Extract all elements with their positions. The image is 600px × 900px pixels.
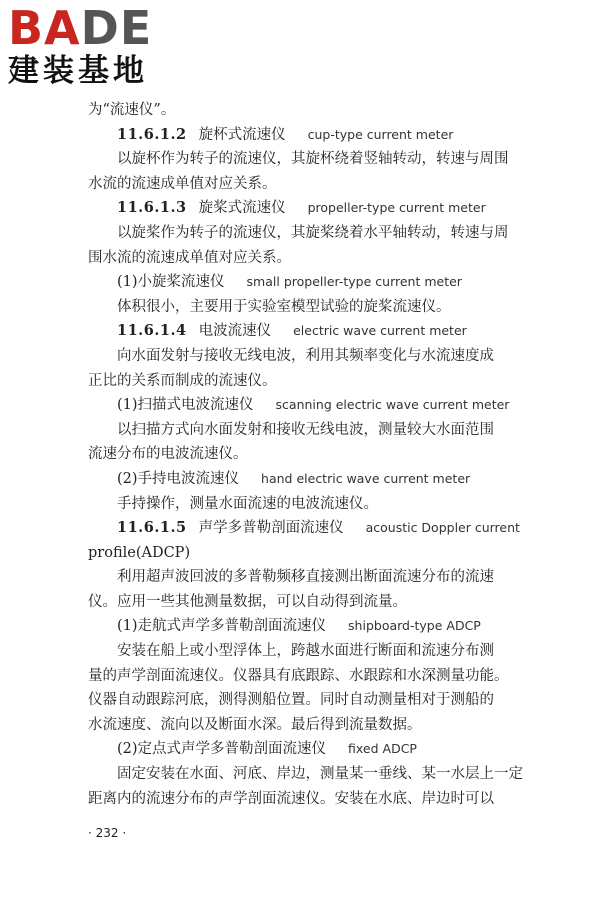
text-line: 量的声学剖面流速仪。仪器具有底跟踪、水跟踪和水深测量功能。: [88, 667, 509, 684]
term-en: propeller-type current meter: [307, 200, 486, 216]
logo-accent-letters: BA: [8, 1, 81, 55]
sub-term: [88, 467, 528, 492]
text-line: 仪。应用一些其他测量数据，可以自动得到流量。: [88, 593, 407, 610]
section-heading: [88, 319, 528, 344]
term-en: cup-type current meter: [307, 126, 454, 142]
sub-term: [88, 270, 528, 295]
term-cn: (1)走航式声学多普勒剖面流速仪: [117, 618, 327, 635]
term-cn: 电波流速仪: [198, 323, 272, 340]
term-en: shipboard-type ADCP: [348, 618, 481, 634]
text-line: 水流速度、流向以及断面水深。最后得到流量数据。: [88, 716, 422, 733]
text-line: 安装在船上或小型浮体上，跨越水面进行断面和流速分布测: [117, 643, 494, 660]
sub-term: [88, 737, 528, 762]
text-line: 以扫描方式向水面发射和接收无线电波，测量较大水面范围: [117, 421, 494, 438]
term-en: hand electric wave current meter: [261, 470, 471, 486]
text-line: 仪器自动跟踪河底，测得测船位置。同时自动测量相对于测船的: [88, 692, 494, 709]
term-en: electric wave current meter: [293, 323, 467, 339]
text-line: 以旋杯作为转子的流速仪，其旋杯绕着竖轴转动，转速与周围: [117, 151, 509, 168]
text-line: 固定安装在水面、河底、岸边，测量某一垂线、某一水层上一定: [117, 766, 523, 783]
term-cn: (1)小旋桨流速仪: [117, 274, 225, 291]
logo-subtitle: 建装基地: [8, 53, 148, 89]
term-cn: 旋桨式流速仪: [198, 200, 286, 217]
section-heading: [88, 516, 528, 541]
term-cn: (2)定点式声学多普勒剖面流速仪: [117, 741, 327, 758]
sub-term: [88, 614, 528, 639]
logo-wordmark: [8, 1, 178, 55]
page-number: · 232 ·: [88, 826, 127, 840]
term-en: small propeller-type current meter: [246, 274, 462, 290]
page-body: [88, 98, 528, 811]
text-line: 体积很小，主要用于实验室模型试验的旋桨流速仪。: [117, 298, 451, 315]
text-line: 为“流速仪”。: [88, 102, 176, 118]
text-line: 以旋桨作为转子的流速仪，其旋桨绕着水平轴转动，转速与周: [117, 224, 509, 241]
term-en: scanning electric wave current meter: [275, 397, 510, 413]
text-line: profile(ADCP): [88, 544, 191, 561]
brand-logo: [8, 1, 178, 96]
text-line: 手持操作，测量水面流速的电波流速仪。: [117, 495, 378, 512]
text-line: 水流的流速成单值对应关系。: [88, 175, 277, 192]
text-line: 距离内的流速分布的声学剖面流速仪。安装在水底、岸边时可以: [88, 790, 494, 807]
text-line: 流速分布的电波流速仪。: [88, 446, 248, 463]
sub-term: [88, 393, 528, 418]
section-number: 11.6.1.4: [117, 322, 187, 340]
text-line: 向水面发射与接收无线电波，利用其频率变化与水流速度成: [117, 347, 494, 364]
term-cn: (2)手持电波流速仪: [117, 470, 240, 487]
text-line: 正比的关系而制成的流速仪。: [88, 372, 277, 389]
section-heading: [88, 196, 528, 221]
term-cn: 旋杯式流速仪: [198, 126, 286, 143]
section-number: 11.6.1.3: [117, 199, 187, 217]
section-number: 11.6.1.2: [117, 125, 187, 143]
text-line: 利用超声波回波的多普勒频移直接测出断面流速分布的流速: [117, 569, 494, 586]
section-number: 11.6.1.5: [117, 519, 187, 537]
term-cn: 声学多普勒剖面流速仪: [198, 520, 344, 537]
logo-rest-letters: DE: [80, 1, 153, 55]
text-line: 围水流的流速成单值对应关系。: [88, 249, 291, 266]
term-en: acoustic Doppler current: [365, 520, 520, 536]
section-heading: [88, 123, 528, 148]
term-cn: (1)扫描式电波流速仪: [117, 397, 254, 414]
term-en: fixed ADCP: [348, 741, 417, 757]
